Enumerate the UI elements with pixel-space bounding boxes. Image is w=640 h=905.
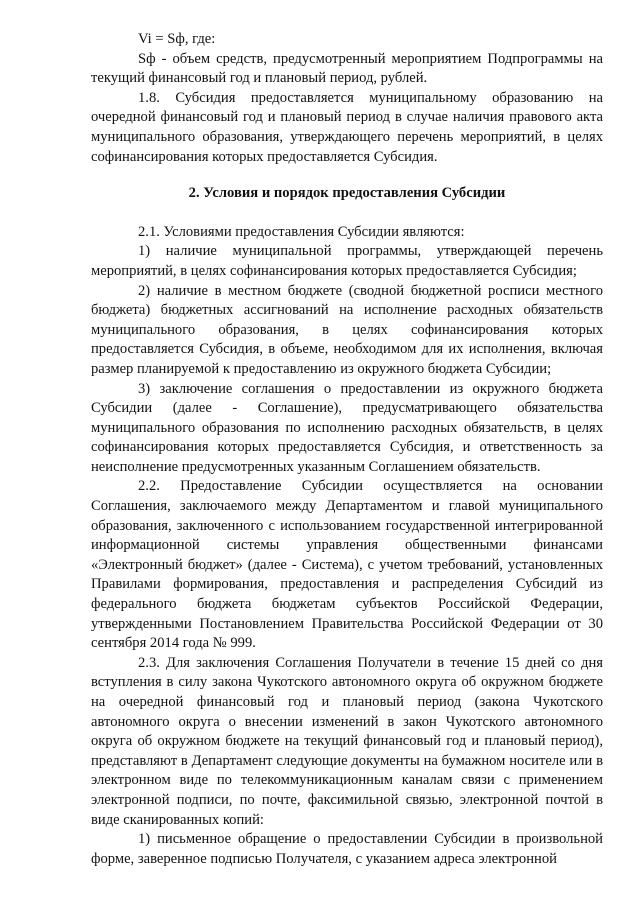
paragraph-2-2: 2.2. Предоставление Субсидии осуществляется на основании Соглашения, заключаемого между Департаментом и главой муниципального образования, заключенного с использованием государственной интегрированной информационной системы управления общественными финансами «Электронный бюджет» (далее - Система), с учетом требований, установленных Правилами формирования, предоставления и распределения Субсидий из федерального бюджета бюджетам субъектов Российской Федерации, утвержденными Постановлением Правительства Российской Федерации от 30 сентября 2014 года № 999. [91, 478, 603, 652]
paragraph-1-8: 1.8. Субсидия предоставляется муниципальному образованию на очередной финансовый год и плановый период в случае наличия правового акта муниципального образования, утверждающего перечень мероприятий, в целях софинансирования которых предоставляется Субсидия. [91, 89, 603, 165]
paragraph-2-1: 2.1. Условиями предоставления Субсидии являются: [138, 223, 465, 240]
document-item-1: 1) письменное обращение о предоставлении Субсидии в произвольной форме, заверенное подписью Получателя, с указанием адреса электронной [91, 831, 603, 867]
condition-2: 2) наличие в местном бюджете (сводной бюджетной росписи местного бюджета) бюджетных ассигнований на исполнение расходных обязательств муниципального образования, в целях софинансирования которых предоставляется Субсидия, в объеме, необходимом для их исполнения, включая размер планируемой к предоставлению из окружного бюджета Субсидии; [91, 282, 603, 377]
condition-1: 1) наличие муниципальной программы, утверждающей перечень мероприятий, в целях софинансирования которых предоставляется Субсидия; [91, 243, 603, 279]
section-2-heading: 2. Условия и порядок предоставления Субсидии [188, 185, 506, 202]
sf-definition: Sф - объем средств, предусмотренный мероприятием Подпрограммы на текущий финансовый год и плановый период, рублей. [91, 50, 603, 87]
formula-line: Vi = Sф, где: [138, 31, 216, 47]
document-page [91, 30, 603, 869]
condition-3: 3) заключение соглашения о предоставлении из окружного бюджета Субсидии (далее - Соглашение), предусматривающего обязательства муниципального образования по исполнению расходных обязательств, в целях софинансирования которых предоставляется Субсидия, и ответственность за неисполнение предусмотренных указанным Соглашением обязательств. [91, 380, 603, 475]
paragraph-2-3: 2.3. Для заключения Соглашения Получатели в течение 15 дней со дня вступления в силу закона Чукотского автономного округа об окружном бюджете на очередной финансовый год и плановый период (закона Чукотского автономного округа о внесении изменений в закон Чукотского автономного округа об окружном бюджете на текущий финансовый год и плановый период), представляют в Департамент следующие документы на бумажном носителе или в электронном виде по телекоммуникационным каналам связи с применением электронной подписи, по почте, факсимильной связью, электронной почтой в виде сканированных копий: [91, 654, 603, 828]
